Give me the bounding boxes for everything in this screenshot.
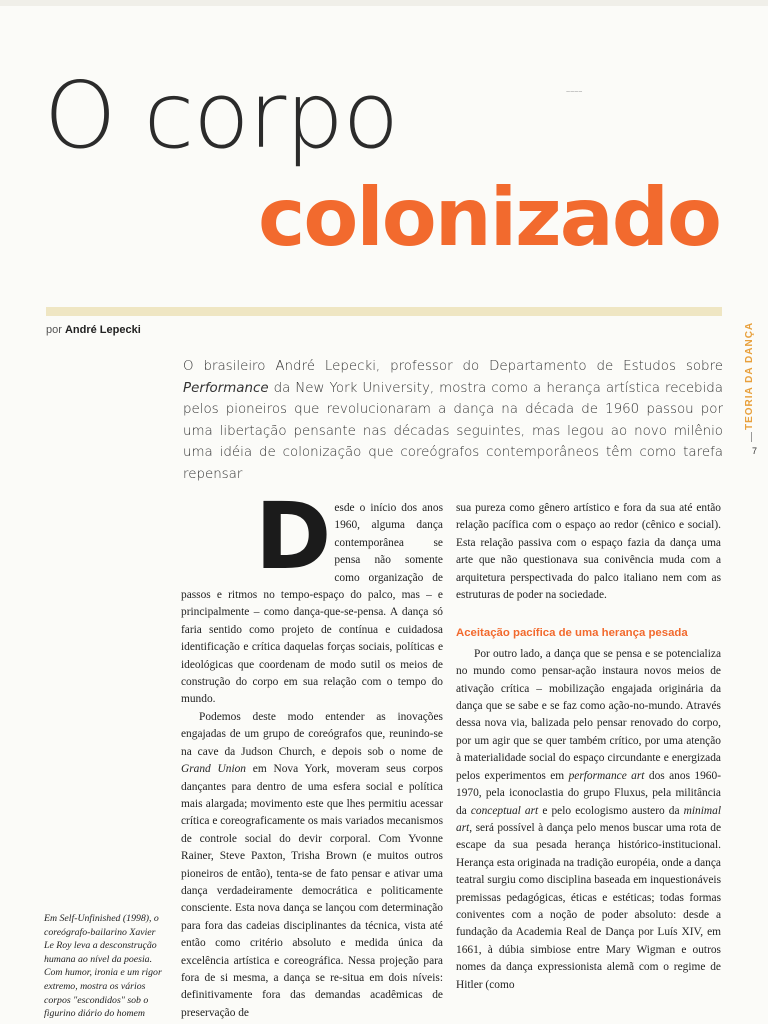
lead-paragraph <box>183 356 723 485</box>
italic-term: minimal art <box>456 804 721 834</box>
paragraph-text: Por outro lado, a dança que se pensa e se potencializa no mundo como pensar-ação instaura novos meios de ativação crítica – mobilização engajada originária da dança que se sabe e se faz como ação-no-mundo. Através dessa nova via, balizada pelo pensar renovado do corpo, por um agir que se quer também crítico, por uma atenção à materialidade social do espaço circundante e energizada pelos experimentos em <box>456 647 721 782</box>
drop-cap: D <box>255 483 329 590</box>
section-label: TEORIA DA DANÇA <box>744 321 755 430</box>
section-subheading: Aceitação pacífica de uma herança pesada <box>456 627 688 640</box>
paragraph-text: dos anos 1960-1970, pela iconoclastia do grupo Fluxus, pela militância da <box>456 769 721 817</box>
byline-author: André Lepecki <box>64 324 141 336</box>
body-column-right <box>456 500 721 994</box>
title-line-2: colonizado <box>258 171 720 264</box>
title-rule <box>46 307 722 316</box>
paragraph-text: em Nova York, moveram seus corpos dançantes para dentro de uma esfera social e política mais alargada; movimento este que lhes permitiu acessar crítica e coreograficamente os mais variados mecanismos de controle social do devir corporal. Com Yvonne Rainer, Steve Paxton, Trisha Brown (e muitos outros pioneiros de então), tenta-se de fato pensar e ativar uma dança verdadeiramente democrática e politicamente consciente. Esta nova dança se lançou com determinação para fora das cadeias disciplinantes da técnica, vista até então como critério absoluto e medida única da excelência artística e coreográfica. Nessa projeção para fora de si mesma, a dança se re-situa em dois níveis: definitivamente fora das demandas acadêmicas de preservação de <box>181 763 443 1019</box>
body-paragraph <box>181 709 443 1022</box>
page-number: 7 <box>752 446 758 456</box>
italic-term: Grand Union <box>181 763 247 776</box>
byline <box>46 324 141 336</box>
body-column-left <box>181 483 443 1022</box>
italic-term: conceptual art <box>470 804 539 817</box>
body-paragraph: sua pureza como gênero artístico e fora da sua até então relação pacífica com o espaço ao redor (cênico e social). Esta relação passiva com o espaço fazia da dança uma arte que não questionava sua conivência muda com a arquitetura perspectivada do palco italiano nem com as estruturas de poder na sociedade. <box>456 502 721 602</box>
page-edge <box>0 0 768 6</box>
paragraph-text: esde o início dos anos 1960, alguma dança contemporânea se pensa não somente como organização de passos e ritmos no tempo-espaço do palco, mas – e principalmente – como dança-que-se-pensa. A dança só faria sentido como projeto de contínua e cuidadosa identificação e crítica daquelas forças sociais, políticas e ideológicas que coordenam de modo sutil os meios de construção do corpo em sua relação com o tempo do mundo. <box>181 502 443 706</box>
byline-prefix: por <box>46 324 62 336</box>
title-line-1: O corpo <box>44 62 399 169</box>
body-paragraph <box>181 483 443 709</box>
italic-term: performance art <box>568 769 645 782</box>
lead-italic: Performance <box>183 380 269 396</box>
photo-caption: Em Self-Unfinished (1998), o coreógrafo-bailarino Xavier Le Roy leva a desconstrução humana ao nível da poesia. Com humor, ironia e um rigor extremo, mostra os vários corpos "escondidos" sob o figurino diário do homem <box>44 913 162 1020</box>
lead-text-1: O brasileiro André Lepecki, professor do Departamento de Estudos sobre <box>183 359 723 374</box>
body-paragraph <box>456 646 721 994</box>
section-divider <box>751 432 752 442</box>
paragraph-text: , será possível à dança pelo menos buscar uma rota de escape da sua pesada herança histórico-institucional. Herança esta originada na tradição européia, onde a dança teatral surgiu como disciplina baseada em inquestionáveis premissas pedagógicas, éticas e estéticas; todas formas coniventes com a noção de poder absoluto: desde a fundação da Academia Real de Dança por Luís XIV, em 1661, à dúbia simbiose entre Mary Wigman e outros nomes da dança expressionista alemã com o regime de Hitler (como <box>456 821 721 991</box>
pencil-scribble: ~~~~ <box>566 89 583 96</box>
paragraph-text: Podemos deste modo entender as inovações engajadas de um grupo de coreógrafos que, reunindo-se na cave da Judson Church, e depois sob o nome de <box>181 710 443 758</box>
lead-text-2: da New York University, mostra como a herança artística recebida pelos pioneiros que revolucionaram a dança na década de 1960 passou por uma libertação pensante nas décadas seguintes, mas legou ao novo milênio uma idéia de colonização que coreógrafos contemporâneos têm como tarefa repensar <box>183 380 723 482</box>
paragraph-text: e pelo ecologismo austero da <box>538 804 684 817</box>
